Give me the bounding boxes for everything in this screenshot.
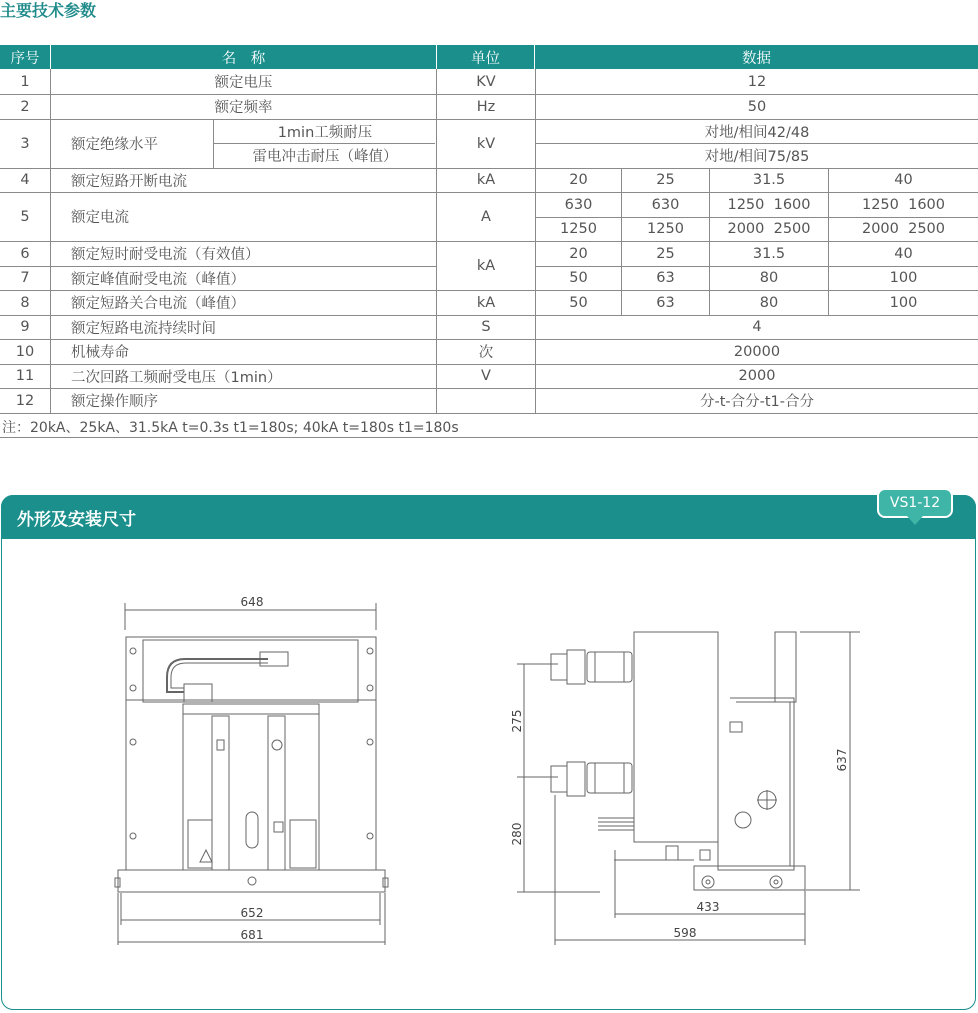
row67-unit: kA bbox=[476, 257, 496, 274]
section-title-specs: 主要技术参数 bbox=[0, 1, 97, 20]
header-data: 数据 bbox=[535, 45, 978, 69]
row7-v4: 100 bbox=[889, 270, 918, 286]
row12-name: 额定操作顺序 bbox=[71, 394, 158, 410]
row6-v1: 20 bbox=[569, 245, 588, 262]
side-dim-280: 280 bbox=[510, 822, 524, 846]
row7-v3: 80 bbox=[759, 270, 779, 286]
row6-v4: 40 bbox=[894, 245, 913, 262]
row5-b2: 1250 bbox=[647, 221, 684, 237]
row4-name: 额定短路开断电流 bbox=[71, 173, 187, 190]
row2-name: 额定频率 bbox=[214, 100, 273, 116]
row9-unit: S bbox=[481, 319, 491, 335]
row5-a4: 1250 1600 bbox=[861, 196, 946, 213]
row8-v2: 63 bbox=[656, 294, 675, 311]
row8-name: 额定短路关合电流（峰值） bbox=[71, 296, 245, 312]
side-dim-275: 275 bbox=[510, 709, 524, 733]
row1-data: 12 bbox=[747, 73, 767, 90]
row1-no: 1 bbox=[20, 73, 30, 90]
row1-unit: KV bbox=[476, 73, 496, 90]
front-dim-681: 681 bbox=[240, 928, 264, 942]
front-dim-top: 648 bbox=[240, 595, 264, 609]
row3-unit: kV bbox=[476, 135, 496, 152]
header-no: 序号 bbox=[0, 45, 50, 69]
row9-name: 额定短路电流持续时间 bbox=[71, 320, 216, 337]
row7-no: 7 bbox=[20, 270, 30, 286]
row12-no: 12 bbox=[15, 392, 35, 409]
row7-v1: 50 bbox=[569, 270, 588, 286]
side-dim-598: 598 bbox=[673, 926, 697, 940]
row11-data: 2000 bbox=[738, 368, 776, 384]
row5-a1: 630 bbox=[564, 196, 593, 213]
row5-unit: A bbox=[481, 208, 491, 225]
row5-a3: 1250 1600 bbox=[727, 196, 811, 213]
front-view bbox=[115, 603, 388, 945]
row3-sub1: 1min工频耐压 bbox=[277, 124, 373, 141]
row11-name: 二次回路工频耐受电压（1min） bbox=[71, 369, 282, 386]
row8-no: 8 bbox=[20, 294, 30, 311]
row4-v2: 25 bbox=[656, 172, 675, 188]
front-dim-652: 652 bbox=[240, 906, 264, 920]
header-unit: 单位 bbox=[437, 45, 534, 69]
row6-name: 额定短时耐受电流（有效值） bbox=[71, 247, 260, 263]
row5-no: 5 bbox=[20, 208, 30, 225]
row10-name: 机械寿命 bbox=[71, 345, 129, 361]
row4-v1: 20 bbox=[569, 172, 588, 188]
header-name: 名 称 bbox=[51, 45, 436, 69]
side-dim-433: 433 bbox=[696, 900, 720, 914]
row7-v2: 63 bbox=[656, 270, 675, 286]
row8-v1: 50 bbox=[569, 294, 588, 311]
row11-no: 11 bbox=[15, 368, 35, 384]
row6-v2: 25 bbox=[656, 245, 675, 262]
table-note: 注：20kA、25kA、31.5kA t=0.3s t1=180s; 40kA t=180s t1=180s bbox=[2, 420, 459, 436]
row5-name: 额定电流 bbox=[71, 210, 129, 226]
row4-unit: kA bbox=[476, 172, 496, 188]
row4-v4: 40 bbox=[894, 172, 913, 188]
row9-data: 4 bbox=[752, 319, 762, 335]
row8-v3: 80 bbox=[759, 294, 779, 311]
row4-v3: 31.5 bbox=[752, 172, 786, 188]
row2-data: 50 bbox=[747, 98, 767, 115]
row10-unit: 次 bbox=[478, 345, 494, 361]
row7-name: 额定峰值耐受电流（峰值） bbox=[71, 271, 245, 288]
row10-no: 10 bbox=[15, 343, 35, 360]
section-title-dimensions: 外形及安装尺寸 bbox=[17, 510, 136, 530]
row9-no: 9 bbox=[20, 319, 30, 335]
row2-unit: Hz bbox=[476, 98, 496, 115]
row3-no: 3 bbox=[20, 135, 30, 152]
row3-sub2: 雷电冲击耐压（峰值） bbox=[252, 149, 398, 165]
row1-name: 额定电压 bbox=[214, 75, 273, 91]
row5-b4: 2000 2500 bbox=[861, 221, 946, 237]
row6-no: 6 bbox=[20, 245, 30, 262]
row12-data: 分-t-合分-t1-合分 bbox=[699, 394, 815, 410]
row2-no: 2 bbox=[20, 98, 30, 115]
row3-name: 额定绝缘水平 bbox=[71, 137, 158, 153]
row3-data2: 对地/相间75/85 bbox=[704, 149, 810, 165]
model-badge: VS1-12 bbox=[877, 488, 953, 518]
side-dim-637: 637 bbox=[835, 748, 849, 772]
row5-b1: 1250 bbox=[560, 221, 597, 237]
row4-no: 4 bbox=[20, 172, 30, 188]
row5-a2: 630 bbox=[651, 196, 680, 213]
row8-unit: kA bbox=[476, 294, 496, 311]
row6-v3: 31.5 bbox=[752, 245, 786, 262]
side-view bbox=[517, 632, 860, 945]
row10-data: 20000 bbox=[733, 343, 781, 360]
row8-v4: 100 bbox=[889, 294, 918, 311]
row5-b3: 2000 2500 bbox=[727, 221, 811, 237]
row3-data1: 对地/相间42/48 bbox=[704, 124, 810, 141]
row11-unit: V bbox=[481, 368, 491, 384]
